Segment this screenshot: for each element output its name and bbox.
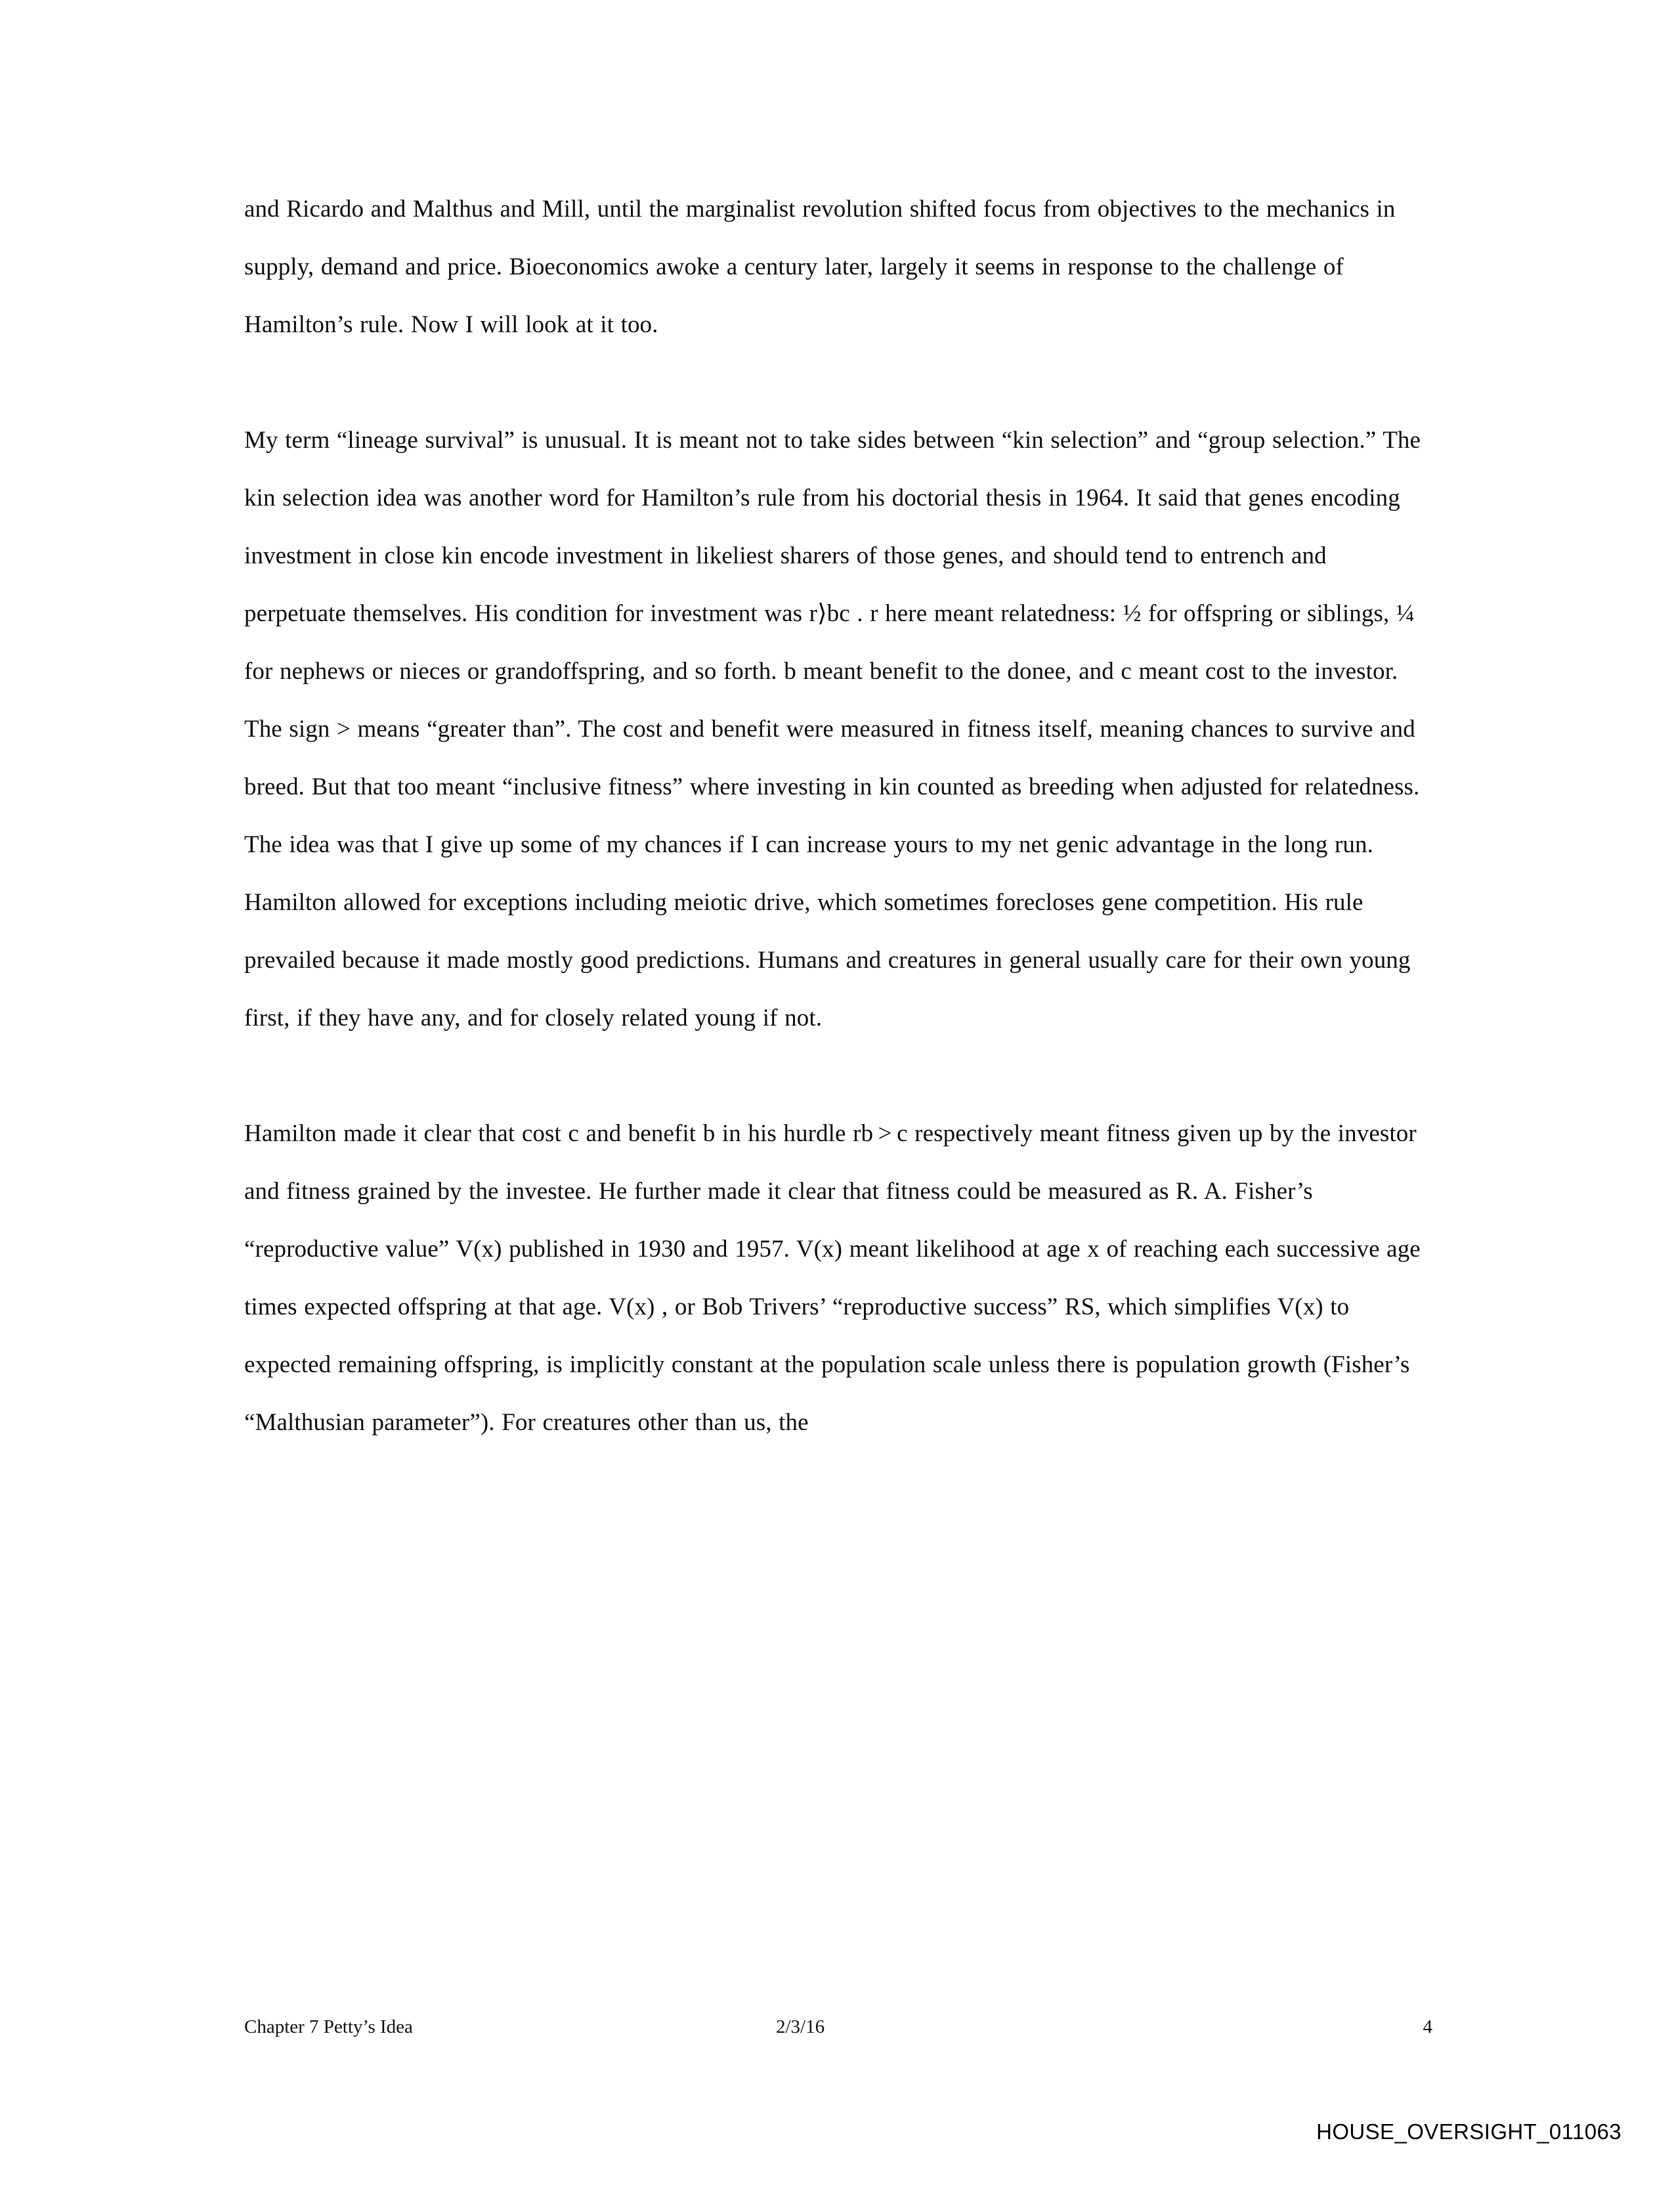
- document-body: [244, 181, 1432, 1452]
- page-footer: [244, 2012, 1432, 2041]
- footer-chapter-label: Chapter 7 Petty’s Idea: [244, 2016, 413, 2037]
- footer-page-number: 4: [1423, 2016, 1432, 2037]
- paragraph-2: My term “lineage survival” is unusual. It is meant not to take sides between “kin selection” and “group selection.” The kin selection idea was another word for Hamilton’s rule from his doctorial thesis in 1964. It said that genes encoding investment in close kin encode investment in likeliest sharers of those genes, and should tend to entrench and perpetuate themselves. His condition for investment was r⟩bc . r here meant relatedness: ½ for offspring or siblings, ¼ for nephews or nieces or grandoffspring, and so forth. b meant benefit to the donee, and c meant cost to the investor. The sign > means “greater than”. The cost and benefit were measured in fitness itself, meaning chances to survive and breed. But that too meant “inclusive fitness” where investing in kin counted as breeding when adjusted for relatedness. The idea was that I give up some of my chances if I can increase yours to my net genic advantage in the long run. Hamilton allowed for exceptions including meiotic drive, which sometimes forecloses gene competition. His rule prevailed because it made mostly good predictions. Humans and creatures in general usually care for their own young first, if they have any, and for closely related young if not.: [244, 427, 1421, 1031]
- footer-date: 2/3/16: [776, 2016, 825, 2037]
- bates-stamp: HOUSE_OVERSIGHT_011063: [1316, 2119, 1621, 2144]
- paragraph-3: Hamilton made it clear that cost c and benefit b in his hurdle rb > c respectively meant fitness given up by the investor and fitness grained by the investee. He further made it clear that fitness could be measured as R. A. Fisher’s “reproductive value” V(x) published in 1930 and 1957. V(x) meant likelihood at age x of reaching each successive age times expected offspring at that age. V(x) , or Bob Trivers’ “reproductive success” RS, which simplifies V(x) to expected remaining offspring, is implicitly constant at the population scale unless there is population growth (Fisher’s “Malthusian parameter”). For creatures other than us, the: [244, 1120, 1421, 1436]
- paragraph-1: and Ricardo and Malthus and Mill, until the marginalist revolution shifted focus from objectives to the mechanics in supply, demand and price. Bioeconomics awoke a century later, largely it seems in response to the challenge of Hamilton’s rule. Now I will look at it too.: [244, 196, 1396, 338]
